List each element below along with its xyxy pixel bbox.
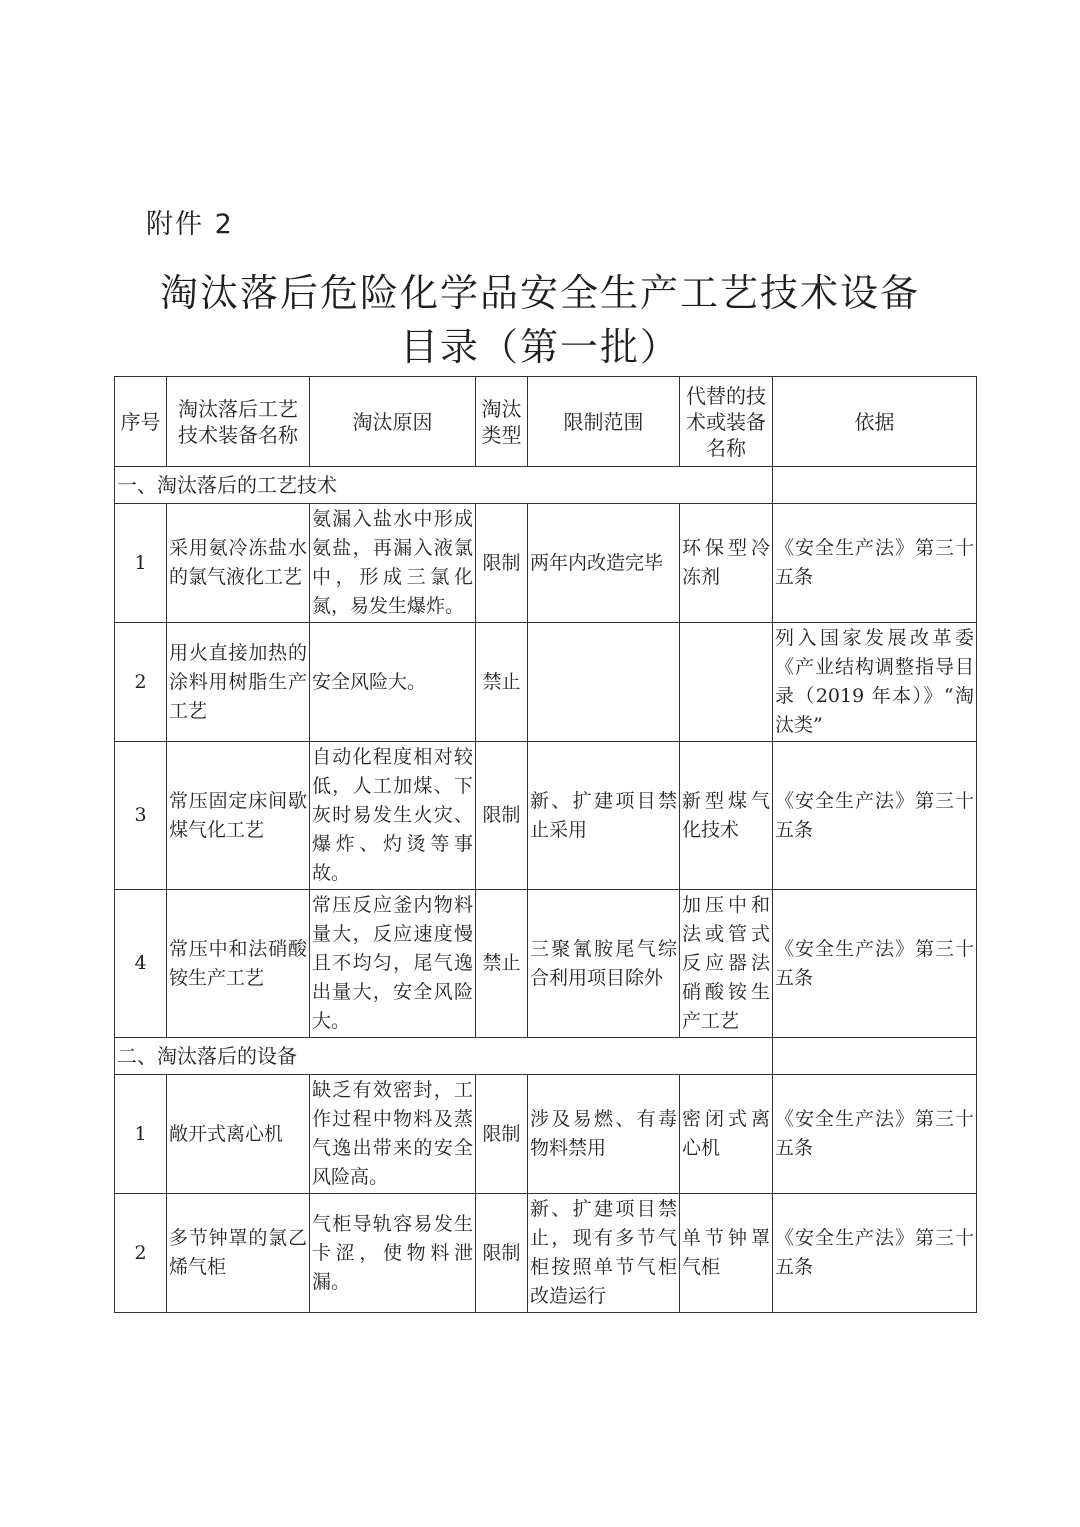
cell-basis: 《安全生产法》第三十五条 bbox=[773, 890, 977, 1038]
cell-name: 多节钟罩的氯乙烯气柜 bbox=[167, 1194, 310, 1313]
table-row bbox=[115, 742, 977, 890]
cell-reason: 气柜导轨容易发生卡涩，使物料泄漏。 bbox=[310, 1194, 476, 1313]
cell-scope: 涉及易燃、有毒物料禁用 bbox=[528, 1075, 680, 1194]
section-empty-cell bbox=[773, 1038, 977, 1075]
cell-scope: 新、扩建项目禁止采用 bbox=[528, 742, 680, 890]
cell-name: 采用氨冷冻盐水的氯气液化工艺 bbox=[167, 504, 310, 623]
cell-reason: 常压反应釜内物料量大，反应速度慢且不均匀，尾气逸出量大，安全风险大。 bbox=[310, 890, 476, 1038]
cell-name: 常压中和法硝酸铵生产工艺 bbox=[167, 890, 310, 1038]
cell-no: 2 bbox=[115, 623, 167, 742]
cell-no: 3 bbox=[115, 742, 167, 890]
table-row bbox=[115, 1194, 977, 1313]
cell-type: 禁止 bbox=[476, 890, 528, 1038]
cell-reason: 安全风险大。 bbox=[310, 623, 476, 742]
document-title: 淘汰落后危险化学品安全生产工艺技术设备 bbox=[159, 271, 920, 315]
cell-replacement: 新型煤气化技术 bbox=[680, 742, 773, 890]
cell-scope: 两年内改造完毕 bbox=[528, 504, 680, 623]
cell-reason: 氨漏入盐水中形成氨盐，再漏入液氯中，形成三氯化氮，易发生爆炸。 bbox=[310, 504, 476, 623]
table-row bbox=[115, 504, 977, 623]
cell-basis: 《安全生产法》第三十五条 bbox=[773, 742, 977, 890]
cell-name: 用火直接加热的涂料用树脂生产工艺 bbox=[167, 623, 310, 742]
header-reason: 淘汰原因 bbox=[310, 377, 476, 467]
header-replacement: 代替的技术或装备名称 bbox=[680, 377, 773, 467]
section-title: 二、淘汰落后的设备 bbox=[115, 1038, 773, 1075]
cell-reason: 自动化程度相对较低，人工加煤、下灰时易发生火灾、爆炸、灼烫等事故。 bbox=[310, 742, 476, 890]
cell-reason: 缺乏有效密封，工作过程中物料及蒸气逸出带来的安全风险高。 bbox=[310, 1075, 476, 1194]
cell-no: 1 bbox=[115, 1075, 167, 1194]
catalog-table bbox=[114, 376, 977, 1313]
table-row bbox=[115, 623, 977, 742]
cell-scope: 三聚氰胺尾气综合利用项目除外 bbox=[528, 890, 680, 1038]
cell-no: 4 bbox=[115, 890, 167, 1038]
cell-name: 敞开式离心机 bbox=[167, 1075, 310, 1194]
cell-replacement: 加压中和法或管式反应器法硝酸铵生产工艺 bbox=[680, 890, 773, 1038]
cell-replacement bbox=[680, 623, 773, 742]
header-scope: 限制范围 bbox=[528, 377, 680, 467]
cell-type: 限制 bbox=[476, 504, 528, 623]
header-row bbox=[115, 377, 977, 467]
document-subtitle: 目录（第一批） bbox=[399, 325, 680, 369]
attachment-label: 附件 2 bbox=[146, 209, 234, 240]
cell-basis: 列入国家发展改革委《产业结构调整指导目录（2019 年本）》“淘汰类” bbox=[773, 623, 977, 742]
cell-scope bbox=[528, 623, 680, 742]
table-row bbox=[115, 1075, 977, 1194]
cell-replacement: 单节钟罩气柜 bbox=[680, 1194, 773, 1313]
cell-replacement: 环保型冷冻剂 bbox=[680, 504, 773, 623]
cell-type: 限制 bbox=[476, 742, 528, 890]
cell-no: 2 bbox=[115, 1194, 167, 1313]
header-name: 淘汰落后工艺技术装备名称 bbox=[167, 377, 310, 467]
cell-type: 限制 bbox=[476, 1194, 528, 1313]
cell-basis: 《安全生产法》第三十五条 bbox=[773, 504, 977, 623]
cell-name: 常压固定床间歇煤气化工艺 bbox=[167, 742, 310, 890]
cell-basis: 《安全生产法》第三十五条 bbox=[773, 1194, 977, 1313]
cell-type: 禁止 bbox=[476, 623, 528, 742]
header-no: 序号 bbox=[115, 377, 167, 467]
header-basis: 依据 bbox=[773, 377, 977, 467]
table-row bbox=[115, 890, 977, 1038]
section-empty-cell bbox=[773, 467, 977, 504]
section-row bbox=[115, 1038, 977, 1075]
cell-basis: 《安全生产法》第三十五条 bbox=[773, 1075, 977, 1194]
header-type: 淘汰类型 bbox=[476, 377, 528, 467]
cell-type: 限制 bbox=[476, 1075, 528, 1194]
cell-no: 1 bbox=[115, 504, 167, 623]
cell-scope: 新、扩建项目禁止，现有多节气柜按照单节气柜改造运行 bbox=[528, 1194, 680, 1313]
section-title: 一、淘汰落后的工艺技术 bbox=[115, 467, 773, 504]
cell-replacement: 密闭式离心机 bbox=[680, 1075, 773, 1194]
section-row bbox=[115, 467, 977, 504]
